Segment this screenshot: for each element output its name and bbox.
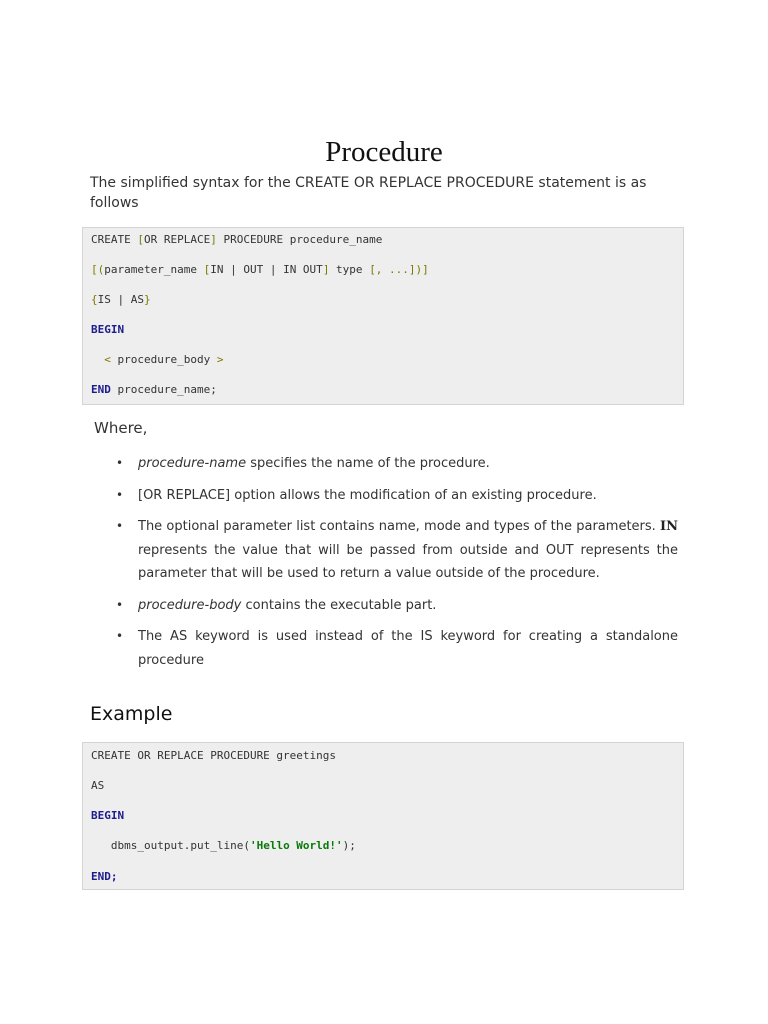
- code-line: END;: [91, 870, 118, 883]
- syntax-code-block: [82, 227, 684, 405]
- bullet-icon: •: [116, 597, 124, 612]
- code-line: END procedure_name;: [91, 383, 217, 396]
- where-label: Where,: [94, 419, 148, 437]
- code-line: < procedure_body >: [91, 353, 224, 366]
- intro-paragraph: The simplified syntax for the CREATE OR REPLACE PROCEDURE statement is as follows: [90, 175, 647, 211]
- example-code-block: [82, 742, 684, 890]
- code-line: dbms_output.put_line('Hello World!');: [91, 839, 356, 852]
- code-line: AS: [91, 779, 105, 792]
- code-line: BEGIN: [91, 809, 125, 822]
- bullet-icon: •: [116, 456, 124, 470]
- list-item: • procedure-body contains the executable part.: [112, 594, 678, 618]
- example-heading: Example: [90, 703, 173, 725]
- explanation-list: [112, 452, 678, 680]
- code-line: {IS | AS}: [91, 293, 151, 306]
- list-item: • [OR REPLACE] option allows the modification of an existing procedure.: [112, 484, 678, 508]
- list-item: • The AS keyword is used instead of the IS keyword for creating a standalone procedure: [112, 625, 678, 672]
- bullet-icon: •: [116, 487, 124, 502]
- page-title: Procedure: [325, 136, 443, 168]
- list-item: • procedure-name specifies the name of the procedure.: [112, 452, 678, 476]
- code-line: CREATE OR REPLACE PROCEDURE greetings: [91, 749, 337, 762]
- bullet-icon: •: [116, 629, 124, 643]
- code-line: CREATE [OR REPLACE] PROCEDURE procedure_name: [91, 233, 383, 246]
- code-line: BEGIN: [91, 323, 125, 336]
- code-line: [(parameter_name [IN | OUT | IN OUT] type [, ...])]: [91, 263, 429, 276]
- bullet-icon: •: [116, 519, 124, 533]
- list-item: • The optional parameter list contains name, mode and types of the parameters. IN represents the value that will be passed from outside and OUT represents the parameter that will be used to return a value outside of the procedure.: [112, 515, 678, 586]
